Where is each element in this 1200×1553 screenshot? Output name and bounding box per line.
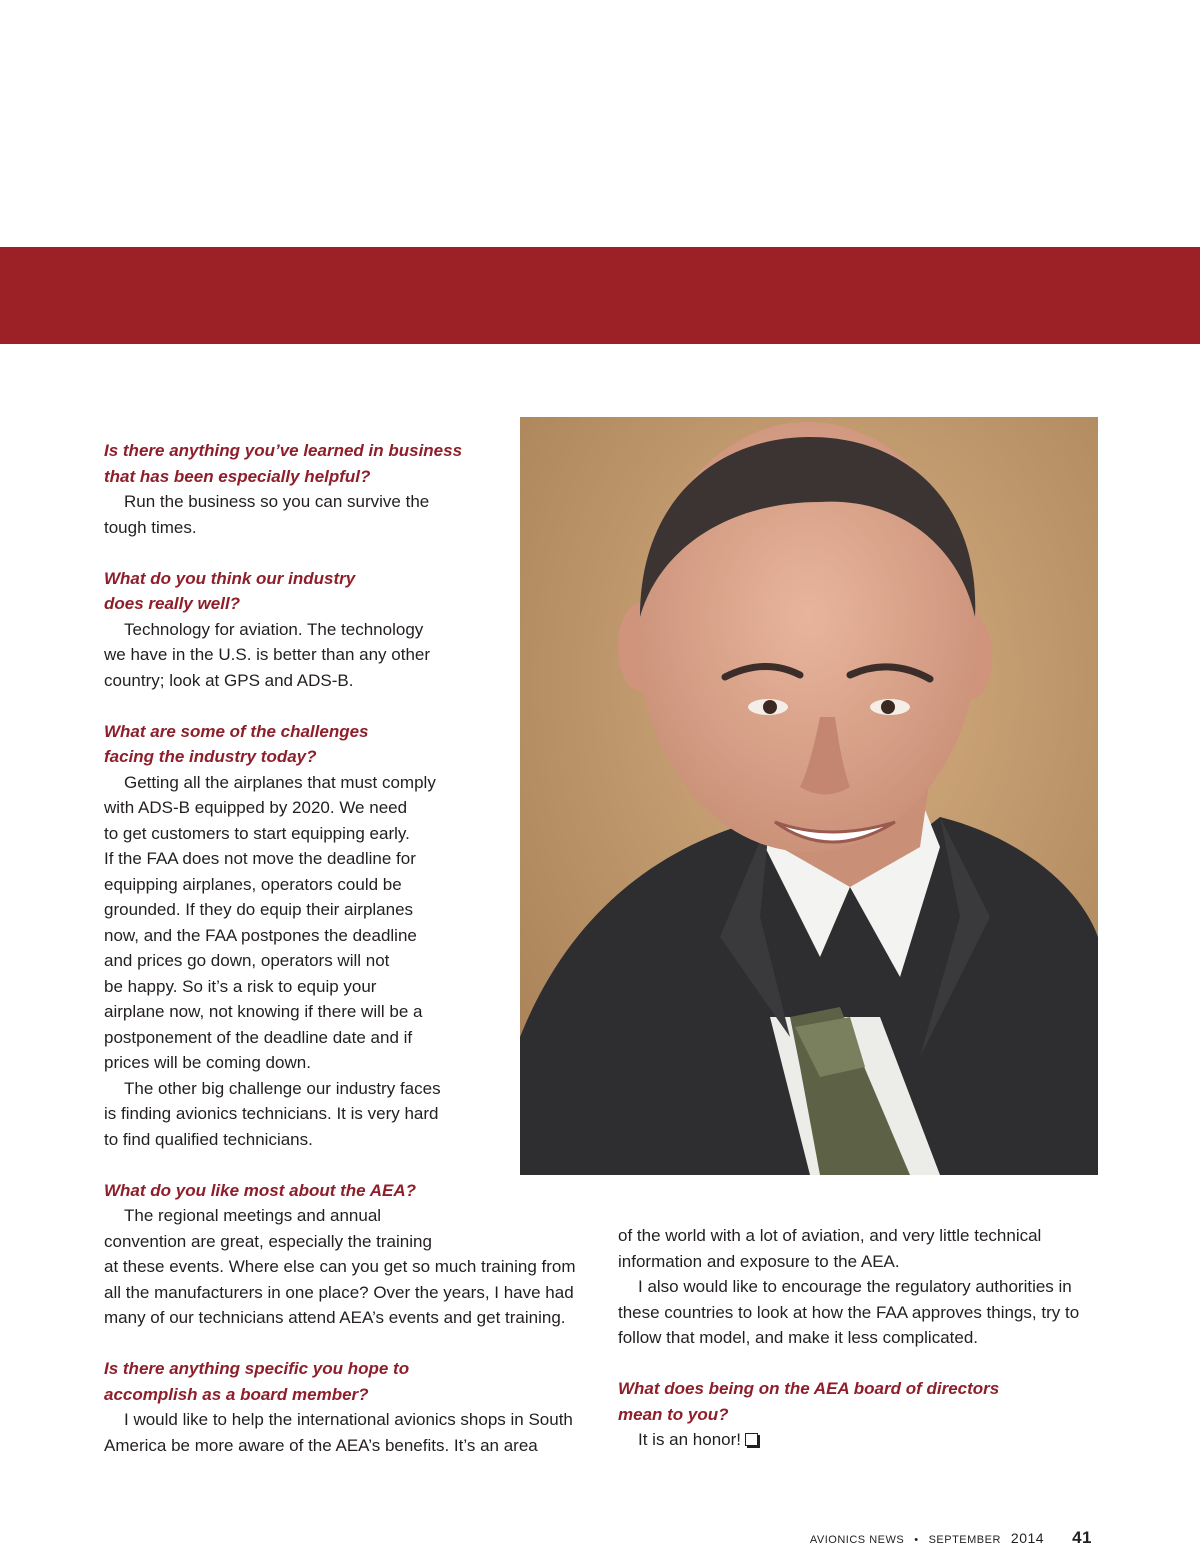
answer-5-continued: of the world with a lot of aviation, and very little technical information and exposure to the AEA. I also would like to encourage the regulatory authorities in these countries to look at how the FAA approves things, try to follow that model, and make it less complicated. [618,1226,1080,1347]
question-2: What do you think our industry does really well? [104,568,356,613]
answer-6: It is an honor! [618,1427,1108,1453]
question-4: What do you like most about the AEA? [104,1180,416,1200]
answer-1: Run the business so you can survive the tough times. [104,492,430,537]
answer-5: I would like to help the international avionics shops in South America be more aware of the AEA’s benefits. It’s an area [104,1410,573,1455]
answer-2: Technology for aviation. The technology we have in the U.S. is better than any other country; look at GPS and ADS-B. [104,619,431,690]
issue-year: 2014 [1010,1530,1045,1546]
question-6: What does being on the AEA board of directors mean to you? [618,1379,1000,1424]
question-5: Is there anything specific you hope to accomplish as a board member? [104,1359,410,1404]
left-column [104,438,594,1458]
page-number: 41 [1072,1528,1092,1547]
question-1: Is there anything you’ve learned in business that has been especially helpful? [104,441,463,486]
square-end-mark-icon [745,1433,758,1446]
answer-4: The regional meetings and annual convention are great, especially the training at these events. Where else can you get so much training from all the manufacturers in one place? Over the years, I have had many of our technicians attend AEA’s events and get training. [104,1206,576,1327]
publication-name: AVIONICS NEWS [809,1534,905,1546]
footer-separator: • [914,1534,919,1546]
portrait-illustration [520,417,1098,1175]
page-footer [810,1528,1092,1548]
header-color-band [0,247,1200,344]
portrait-photo [520,417,1098,1175]
right-column [618,1223,1108,1453]
answer-3: Getting all the airplanes that must comply with ADS-B equipped by 2020. We need to get customers to start equipping early. If the FAA does not move the deadline for equipping airplanes, operators could be grounded. If they do equip their airplanes now, and the FAA postpones the deadline and prices go down, operators will not be happy. So it’s a risk to equip your airplane now, not knowing if there will be a postponement of the deadline date and if prices will be coming down. The other big challenge our industry faces is finding avionics technicians. It is very hard to find qualified technicians. [104,772,441,1149]
question-3: What are some of the challenges facing the industry today? [104,721,369,766]
issue-month: SEPTEMBER [928,1534,1001,1546]
